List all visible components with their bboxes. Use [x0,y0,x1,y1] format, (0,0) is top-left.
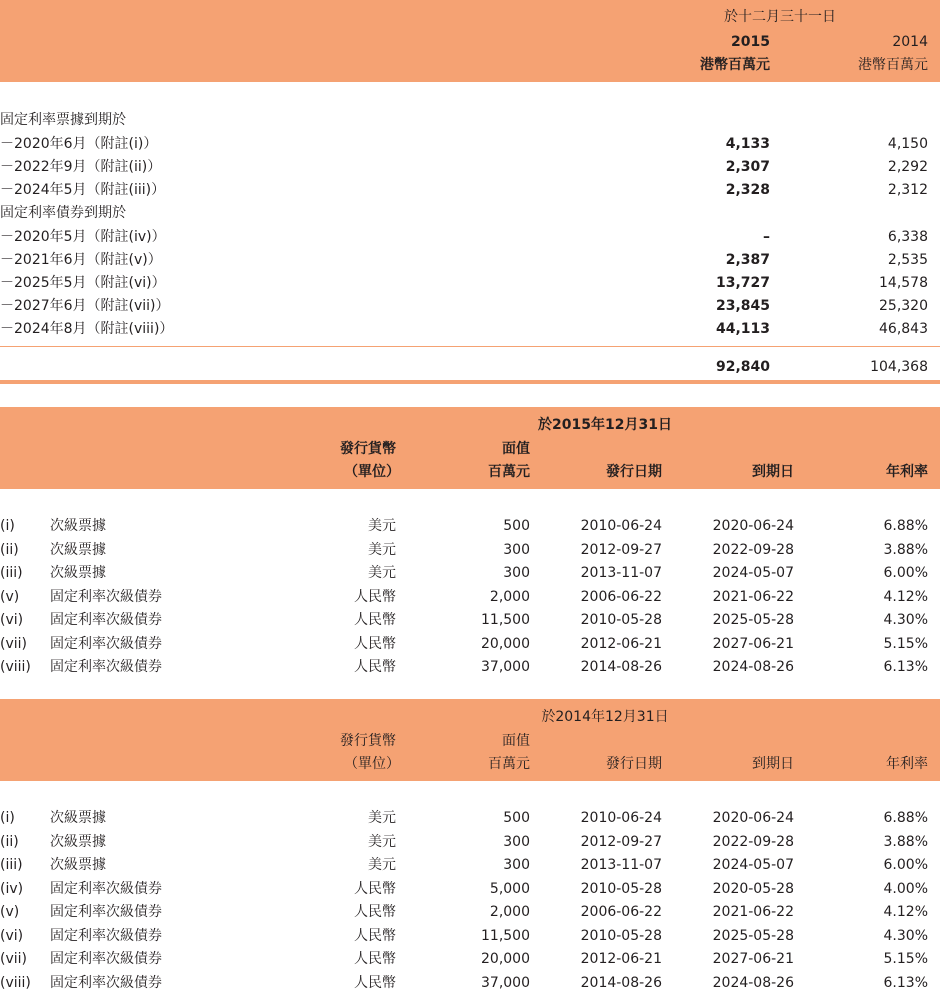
table3-row-name: 固定利率次級債券 [50,927,162,944]
table2-row-rate: 5.15% [883,635,928,652]
table3-row-note: (v) [0,904,20,920]
table2-row-maturity: 2024-05-07 [712,565,794,581]
table2-rate-header: 年利率 [886,464,928,480]
table1-row-2015: 23,845 [715,298,770,314]
table2-face-header-2: 百萬元 [488,464,530,480]
table1-row-2015: 2,307 [725,159,770,175]
table3-row-face: 20,000 [481,951,530,967]
table3-face-header-1: 面值 [502,733,530,749]
table3-row-currency: 美元 [368,833,396,850]
table3-row-issue: 2010-05-28 [580,880,662,897]
table3-row-name: 固定利率次級債券 [50,904,162,920]
table3-row-face: 37,000 [481,974,530,991]
table3-row-rate: 4.30% [883,927,928,944]
table2-row-face: 37,000 [481,659,530,675]
table3-row-issue: 2012-06-21 [580,951,662,967]
table2-row-issue: 2013-11-07 [580,565,662,581]
table1-row-label: －2024年8月（附註(viii)） [0,321,174,337]
table2-row-currency: 人民幣 [354,635,396,652]
table3-row-rate: 5.15% [883,951,928,967]
table3-row-face: 300 [503,833,530,850]
table1-col2014-year: 2014 [892,34,928,50]
table3-row-note: (ii) [0,833,19,850]
table1-row-2015: 4,133 [725,136,770,152]
table1-col2015-unit: 港幣百萬元 [700,57,770,73]
table3-row-maturity: 2020-06-24 [712,810,794,826]
table2-row-rate: 3.88% [883,541,928,558]
table2-row-note: (vii) [0,635,27,652]
table3-row-issue: 2014-08-26 [580,974,662,991]
table1-row-label: －2025年5月（附註(vi)） [0,275,166,291]
table3-row-name: 次級票據 [50,857,106,873]
table2-row-face: 300 [503,565,530,581]
table3-row-rate: 4.12% [883,904,928,920]
table1-subtotal-rule [0,346,940,347]
table3-row-currency: 人民幣 [354,904,396,920]
table3-row-maturity: 2022-09-28 [712,833,794,850]
table2-row-maturity: 2024-08-26 [712,659,794,675]
table1-total-2015: 92,840 [715,359,770,375]
table2-row-face: 20,000 [481,635,530,652]
table1-group2-title: 固定利率債券到期於 [0,205,126,221]
table2-row-issue: 2010-06-24 [580,518,662,534]
table3-row-rate: 4.00% [883,880,928,897]
table3-row-name: 固定利率次級債券 [50,951,162,967]
table2-row-currency: 美元 [368,518,396,534]
table1-row-2014: 2,292 [887,159,928,175]
table2-row-name: 固定利率次級債券 [50,635,162,652]
table1-bottom-rule [0,380,940,384]
table2-row-face: 2,000 [489,588,530,605]
table1-row-2014: 6,338 [887,229,928,245]
table2-row-note: (vi) [0,612,24,628]
table3-row-note: (i) [0,810,15,826]
table3-row-issue: 2010-05-28 [580,927,662,944]
table2-period-heading: 於2015年12月31日 [538,417,672,433]
table3-row-note: (iv) [0,880,24,897]
table2-row-note: (v) [0,588,20,605]
table2-row-currency: 美元 [368,541,396,558]
table3-row-name: 次級票據 [50,810,106,826]
table2-row-name: 次級票據 [50,565,106,581]
table3-row-currency: 美元 [368,857,396,873]
table2-row-currency: 人民幣 [354,588,396,605]
table2-row-face: 500 [503,518,530,534]
table2-row-rate: 6.88% [883,518,928,534]
table1-row-label: －2022年9月（附註(ii)） [0,159,162,175]
table3-row-face: 500 [503,810,530,826]
table1-row-2015: 44,113 [715,321,770,337]
table2-currency-header-1: 發行貨幣 [340,441,396,457]
table1-col2014-unit: 港幣百萬元 [858,57,928,73]
table3-row-face: 2,000 [489,904,530,920]
table3-row-issue: 2013-11-07 [580,857,662,873]
table3-row-note: (iii) [0,857,23,873]
table2-row-maturity: 2027-06-21 [712,635,794,652]
table2-currency-header-2: （單位） [344,464,400,480]
table2-issue-date-header: 發行日期 [606,464,662,480]
table3-row-currency: 人民幣 [354,974,396,991]
table1-period-heading: 於十二月三十一日 [724,9,836,25]
table3-face-header-2: 百萬元 [488,756,530,772]
table3-row-maturity: 2021-06-22 [712,904,794,920]
table2-row-currency: 人民幣 [354,659,396,675]
table1-row-2015: 2,387 [725,252,770,268]
table3-maturity-header: 到期日 [752,756,794,772]
table2-row-name: 次級票據 [50,541,106,558]
table3-row-rate: 6.00% [883,857,928,873]
table3-row-rate: 6.13% [883,974,928,991]
table3-row-issue: 2006-06-22 [580,904,662,920]
table3-row-maturity: 2027-06-21 [712,951,794,967]
table2-row-face: 11,500 [481,612,530,628]
table3-currency-header-2: （單位） [344,756,400,772]
table2-row-rate: 6.00% [883,565,928,581]
table2-row-currency: 人民幣 [354,612,396,628]
table3-row-name: 次級票據 [50,833,106,850]
table2-row-issue: 2010-05-28 [580,612,662,628]
table1-row-label: －2021年6月（附註(v)） [0,252,162,268]
table1-row-label: －2020年6月（附註(i)） [0,136,158,152]
table3-row-note: (vi) [0,927,24,944]
table1-total-2014: 104,368 [870,359,928,375]
table1-row-label: －2020年5月（附註(iv)） [0,229,166,245]
table2-row-name: 固定利率次級債券 [50,659,162,675]
table2-row-rate: 4.12% [883,588,928,605]
table3-row-rate: 3.88% [883,833,928,850]
table2-face-header-1: 面值 [502,441,530,457]
table1-row-2014: 2,312 [887,182,928,198]
table3-row-currency: 人民幣 [354,927,396,944]
table3-row-face: 300 [503,857,530,873]
table1-row-2014: 25,320 [879,298,928,314]
table3-row-currency: 美元 [368,810,396,826]
table1-row-2015: – [763,229,770,245]
table2-row-issue: 2014-08-26 [580,659,662,675]
table1-row-2015: 13,727 [715,275,770,291]
table2-row-currency: 美元 [368,565,396,581]
table2-row-note: (i) [0,518,15,534]
table2-row-note: (ii) [0,541,19,558]
table2-row-note: (iii) [0,565,23,581]
table2-row-maturity: 2020-06-24 [712,518,794,534]
table3-row-maturity: 2024-05-07 [712,857,794,873]
table1-row-2015: 2,328 [725,182,770,198]
table2-row-issue: 2012-09-27 [580,541,662,558]
table3-row-face: 5,000 [489,880,530,897]
table3-issue-date-header: 發行日期 [606,756,662,772]
table2-row-issue: 2012-06-21 [580,635,662,652]
table1-row-2014: 46,843 [879,321,928,337]
table3-rate-header: 年利率 [886,756,928,772]
table3-row-currency: 人民幣 [354,951,396,967]
table2-row-rate: 6.13% [883,659,928,675]
table3-row-issue: 2010-06-24 [580,810,662,826]
table3-row-note: (viii) [0,974,31,991]
table2-maturity-header: 到期日 [752,464,794,480]
table3-row-maturity: 2025-05-28 [712,927,794,944]
table2-row-note: (viii) [0,659,31,675]
table3-row-maturity: 2024-08-26 [712,974,794,991]
table3-row-issue: 2012-09-27 [580,833,662,850]
table3-period-heading: 於2014年12月31日 [541,709,669,725]
table2-row-name: 固定利率次級債券 [50,588,162,605]
table2-row-name: 次級票據 [50,518,106,534]
table2-row-face: 300 [503,541,530,558]
table3-row-name: 固定利率次級債券 [50,880,162,897]
table1-row-2014: 4,150 [887,136,928,152]
table1-row-2014: 14,578 [879,275,928,291]
table3-row-face: 11,500 [481,927,530,944]
table1-row-2014: 2,535 [887,252,928,268]
table3-row-name: 固定利率次級債券 [50,974,162,991]
table1-col2015-year: 2015 [731,34,770,50]
table2-row-issue: 2006-06-22 [580,588,662,605]
table2-row-maturity: 2021-06-22 [712,588,794,605]
table1-row-label: －2024年5月（附註(iii)） [0,182,166,198]
table2-row-maturity: 2025-05-28 [712,612,794,628]
table2-row-rate: 4.30% [883,612,928,628]
table3-row-note: (vii) [0,951,27,967]
table1-group1-title: 固定利率票據到期於 [0,112,126,128]
table3-row-maturity: 2020-05-28 [712,880,794,897]
table1-row-label: －2027年6月（附註(vii)） [0,298,170,314]
table3-row-currency: 人民幣 [354,880,396,897]
table2-row-maturity: 2022-09-28 [712,541,794,558]
table3-currency-header-1: 發行貨幣 [340,733,396,749]
table3-row-rate: 6.88% [883,810,928,826]
table2-row-name: 固定利率次級債券 [50,612,162,628]
